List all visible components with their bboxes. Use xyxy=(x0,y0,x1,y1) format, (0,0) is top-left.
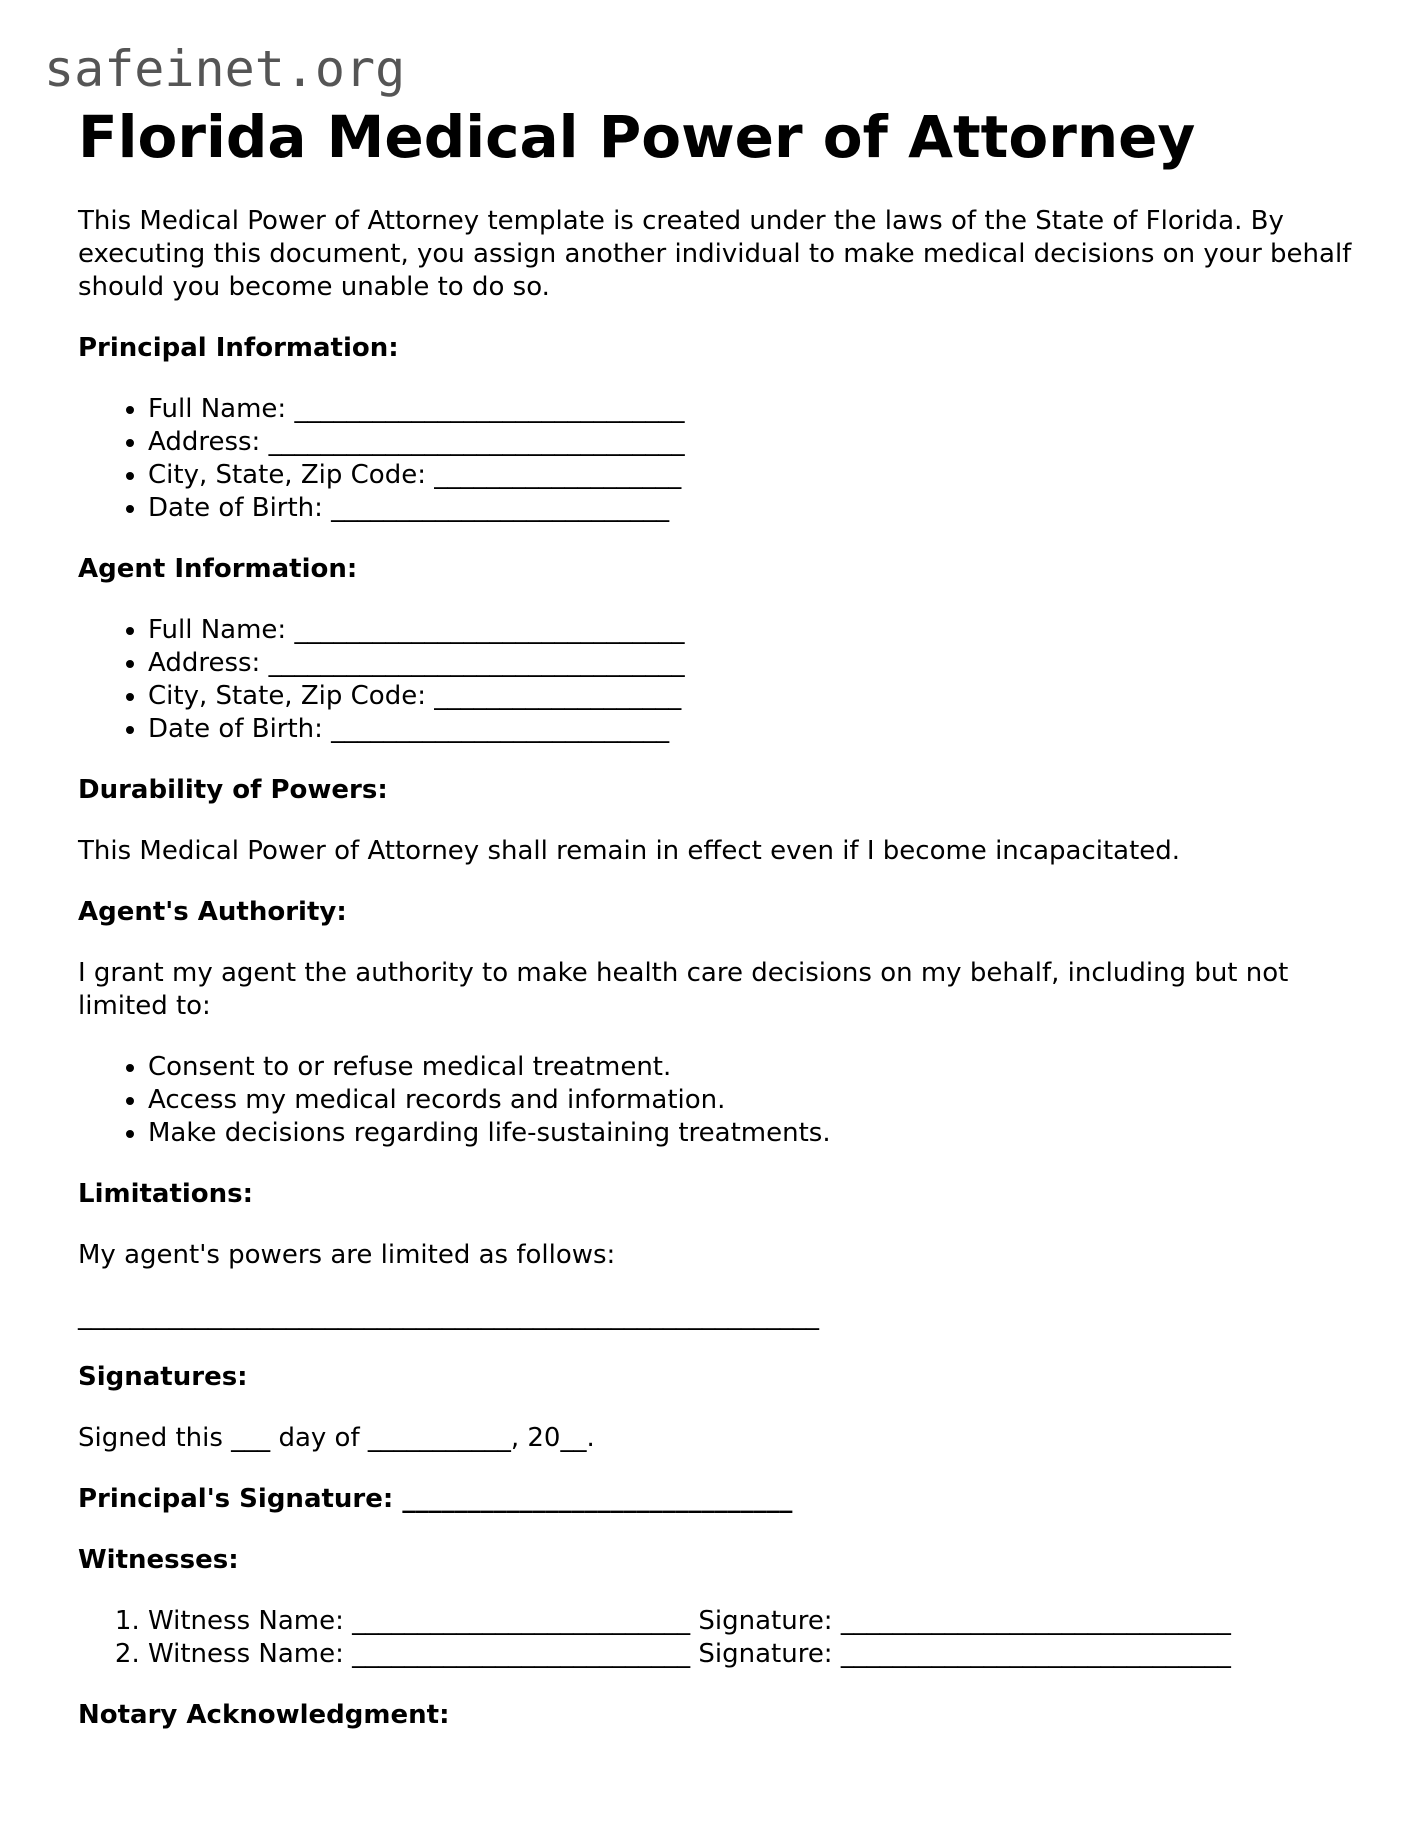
principal-dob-field[interactable]: • Date of Birth: __________________________ xyxy=(148,492,1358,525)
signed-date-line[interactable]: Signed this ___ day of ___________, 20__. xyxy=(78,1423,595,1453)
intro-paragraph: This Medical Power of Attorney template is created under the laws of the State of Florida. By executing this document, you assign another individual to make medical decisions on your behalf should you become unable to do so. xyxy=(78,206,1352,302)
principal-heading: Principal Information: xyxy=(78,333,399,363)
durability-text: This Medical Power of Attorney shall remain in effect even if I become incapacitated. xyxy=(78,836,1181,866)
limitations-blank-line[interactable]: _________________________________________________________ xyxy=(78,1301,819,1331)
document-title: Florida Medical Power of Attorney xyxy=(78,103,1196,171)
limitations-text: My agent's powers are limited as follows: xyxy=(78,1240,616,1270)
document-body xyxy=(78,205,1358,1732)
witness-row-2[interactable]: 2. Witness Name: __________________________ Signature: ______________________________ xyxy=(148,1638,1358,1671)
authority-item: • Access my medical records and information. xyxy=(148,1084,1358,1117)
authority-item: • Consent to or refuse medical treatment. xyxy=(148,1051,1358,1084)
witnesses-heading: Witnesses: xyxy=(78,1545,239,1575)
limitations-heading: Limitations: xyxy=(78,1179,254,1209)
agent-fields xyxy=(78,614,1358,746)
agent-full-name-field[interactable]: • Full Name: ______________________________ xyxy=(148,614,1358,647)
agent-heading: Agent Information: xyxy=(78,554,358,584)
signatures-heading: Signatures: xyxy=(78,1362,248,1392)
witness-row-1[interactable]: 1. Witness Name: __________________________ Signature: ______________________________ xyxy=(148,1605,1358,1638)
principal-address-field[interactable]: • Address: ________________________________ xyxy=(148,426,1358,459)
principal-fields xyxy=(78,393,1358,525)
principal-signature-line[interactable]: Principal's Signature: ______________________________ xyxy=(78,1484,793,1514)
authority-list xyxy=(78,1051,1358,1150)
agent-city-state-zip-field[interactable]: • City, State, Zip Code: ___________________ xyxy=(148,680,1358,713)
durability-heading: Durability of Powers: xyxy=(78,775,388,805)
authority-item: • Make decisions regarding life-sustaining treatments. xyxy=(148,1117,1358,1150)
notary-heading: Notary Acknowledgment: xyxy=(78,1700,450,1730)
agent-dob-field[interactable]: • Date of Birth: __________________________ xyxy=(148,713,1358,746)
principal-full-name-field[interactable]: • Full Name: ______________________________ xyxy=(148,393,1358,426)
authority-text: I grant my agent the authority to make health care decisions on my behalf, including but not limited to: xyxy=(78,958,1289,1021)
agent-address-field[interactable]: • Address: ________________________________ xyxy=(148,647,1358,680)
watermark: safeinet.org xyxy=(44,40,406,98)
authority-heading: Agent's Authority: xyxy=(78,897,347,927)
document-page xyxy=(78,96,1358,1732)
principal-city-state-zip-field[interactable]: • City, State, Zip Code: ___________________ xyxy=(148,459,1358,492)
witness-list xyxy=(78,1605,1358,1671)
